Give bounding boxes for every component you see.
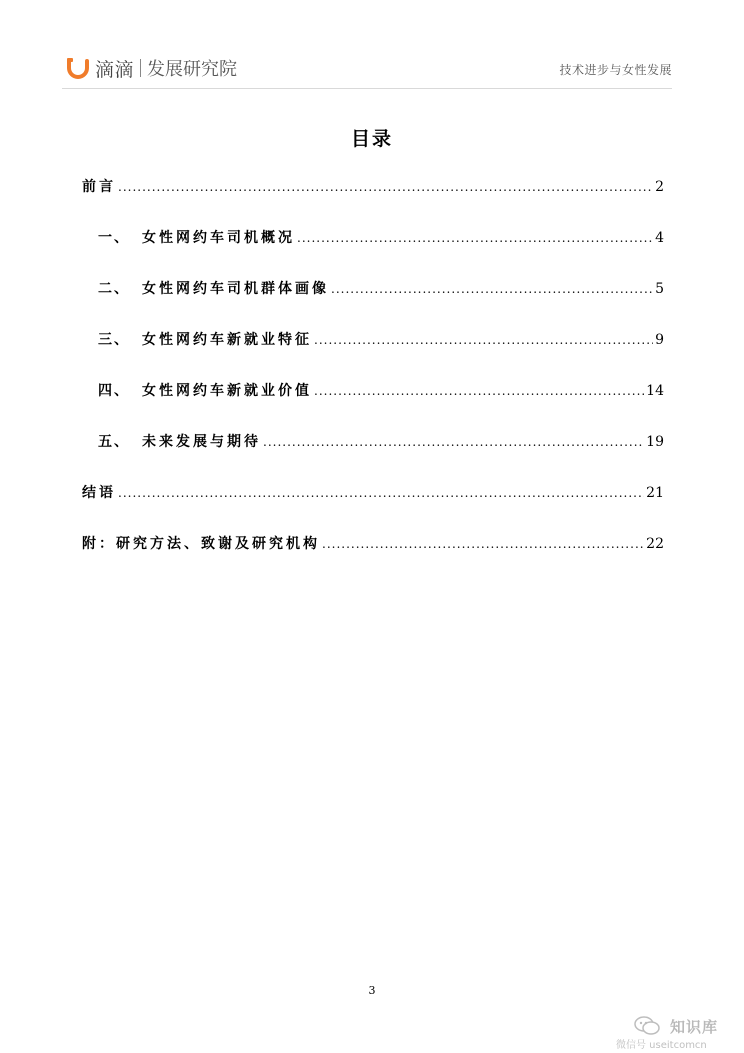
toc-entry-page: 21 <box>646 485 664 501</box>
toc-entry-number: 五、 <box>98 434 130 450</box>
toc-entry-chapter-3[interactable] <box>98 329 664 355</box>
toc-entry-chapter-4[interactable] <box>98 380 664 406</box>
brand-name: 滴滴 <box>95 58 135 81</box>
toc-entry-label: 女性网约车司机概况 <box>142 230 295 246</box>
toc-entry-chapter-1[interactable] <box>98 227 664 253</box>
toc-entry-preface[interactable] <box>82 176 664 202</box>
toc-leader-dots <box>314 333 653 347</box>
toc-leader-dots <box>314 384 644 398</box>
wechat-icon <box>634 1016 660 1036</box>
institute-name: 发展研究院 <box>147 59 238 80</box>
toc-entry-page: 4 <box>655 230 664 246</box>
report-title: 技术进步与女性发展 <box>559 63 672 77</box>
toc-entry-page: 14 <box>646 383 664 399</box>
watermark-name: 知识库 <box>670 1018 719 1036</box>
toc-entry-conclusion[interactable] <box>82 482 664 508</box>
toc-entry-label: 结语 <box>82 485 116 501</box>
toc-entry-page: 9 <box>655 332 664 348</box>
toc-leader-dots <box>297 231 653 245</box>
toc-entry-label: 女性网约车司机群体画像 <box>142 281 329 297</box>
toc-leader-dots <box>118 486 644 500</box>
toc-entry-label: 女性网约车新就业特征 <box>142 332 312 348</box>
toc-entry-number: 一、 <box>98 230 130 246</box>
toc-entry-number: 二、 <box>98 281 130 297</box>
toc-leader-dots <box>331 282 653 296</box>
toc-entry-page: 2 <box>655 179 664 195</box>
didi-logo-icon <box>65 56 91 80</box>
toc-leader-dots <box>118 180 653 194</box>
toc-entry-chapter-2[interactable] <box>98 278 664 304</box>
toc-entry-number: 四、 <box>98 383 130 399</box>
toc-entry-label: 附：研究方法、致谢及研究机构 <box>82 536 320 552</box>
toc-leader-dots <box>322 537 644 551</box>
toc-entry-chapter-5[interactable] <box>98 431 664 457</box>
toc-title: 目录 <box>350 128 393 150</box>
toc-entry-label: 女性网约车新就业价值 <box>142 383 312 399</box>
watermark <box>616 1016 736 1050</box>
toc-entry-page: 5 <box>655 281 664 297</box>
toc-entry-number: 三、 <box>98 332 130 348</box>
toc-entry-label: 前言 <box>82 179 116 195</box>
page-header <box>62 52 672 89</box>
toc-entry-label: 未来发展与期待 <box>142 434 261 450</box>
header-divider <box>140 59 141 77</box>
toc-entry-page: 19 <box>646 434 664 450</box>
page-number: 3 <box>368 984 376 997</box>
toc-entry-appendix[interactable] <box>82 533 664 559</box>
logo <box>65 54 237 82</box>
toc-entry-page: 22 <box>646 536 664 552</box>
watermark-id: 微信号 useitcomcn <box>616 1040 707 1051</box>
toc-leader-dots <box>263 435 644 449</box>
